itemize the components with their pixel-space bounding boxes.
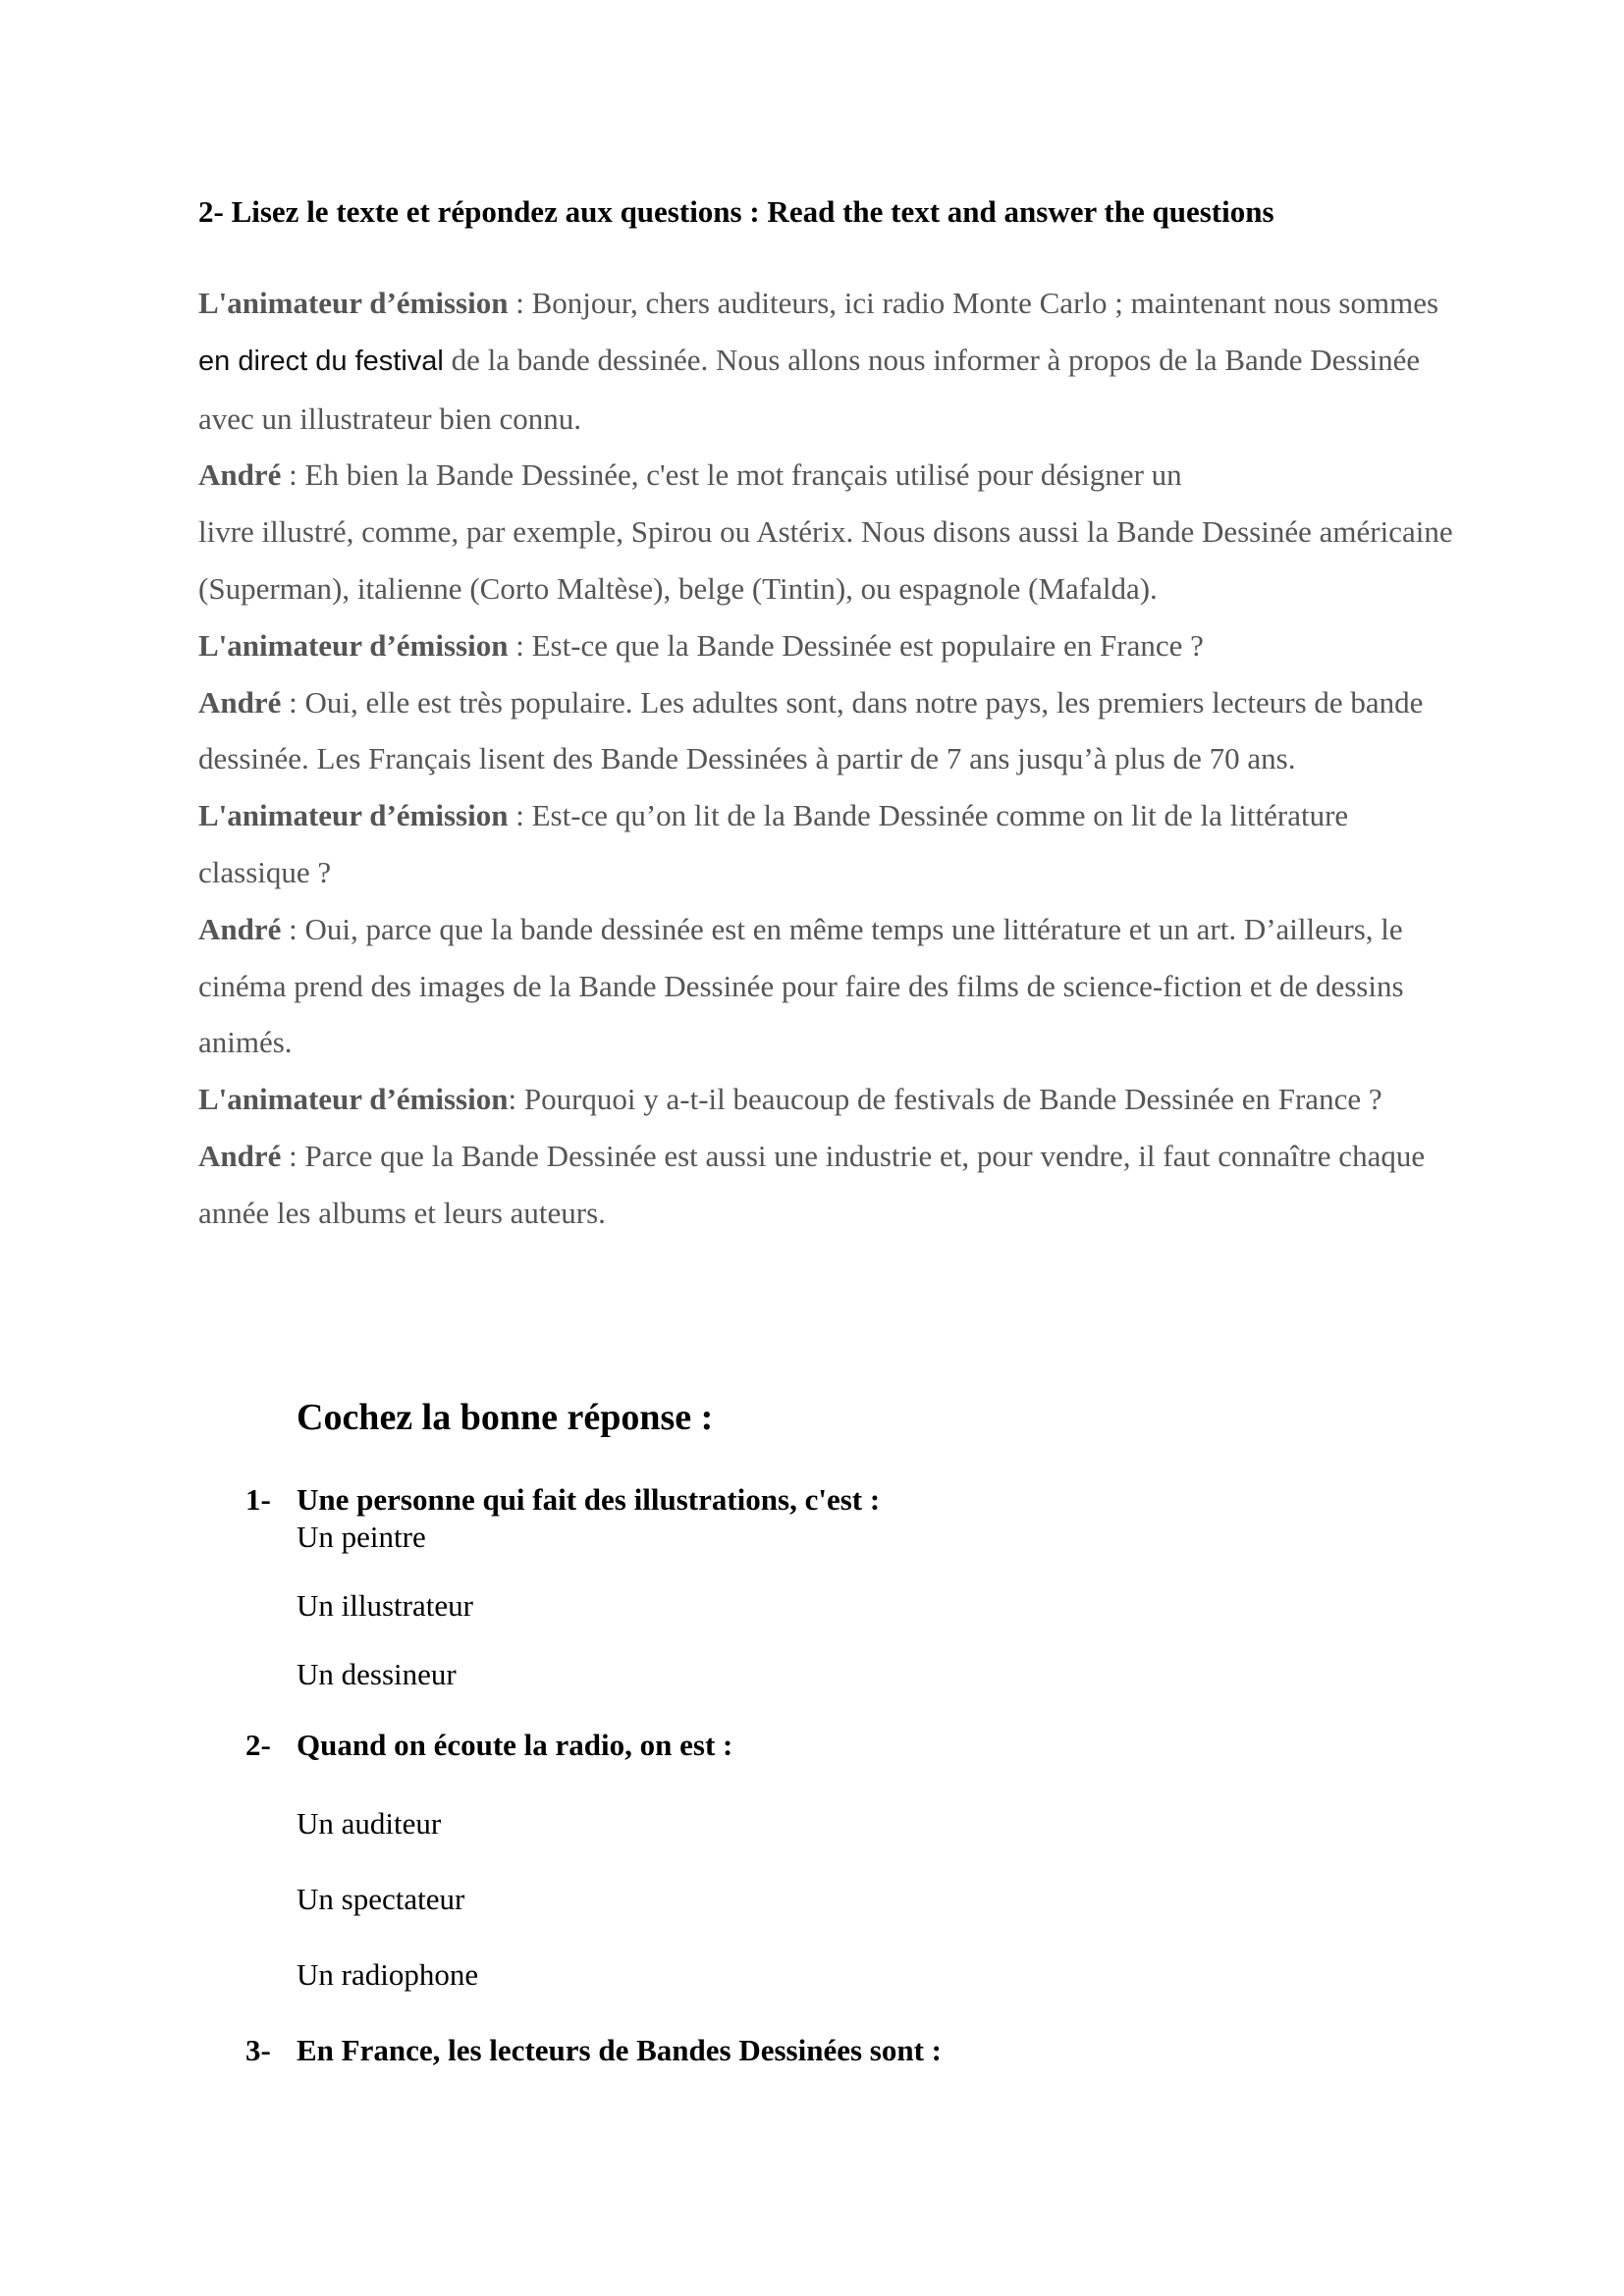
question-text: Quand on écoute la radio, on est : — [297, 1728, 733, 1762]
speaker-name: André — [198, 684, 282, 720]
question-text: En France, les lecteurs de Bandes Dessinées sont : — [297, 2033, 942, 2067]
dialogue-turn: L'animateur d’émission : Est-ce que la Bande Dessinée est populaire en France ? — [198, 627, 1204, 663]
question-number: 2- — [245, 1728, 271, 1762]
speaker-name: L'animateur d’émission — [198, 798, 509, 833]
question-text: Une personne qui fait des illustrations, c'est : — [297, 1482, 881, 1517]
answer-option[interactable]: Un auditeur — [297, 1806, 442, 1841]
dialogue-turn: André : Parce que la Bande Dessinée est aussi une industrie et, pour vendre, il faut connaître chaque année les albums et leurs auteurs. — [198, 1138, 1426, 1230]
answer-option[interactable]: Un illustrateur — [297, 1588, 473, 1623]
question-3 — [245, 2033, 942, 2068]
dialogue-turn: L'animateur d’émission : Bonjour, chers auditeurs, ici radio Monte Carlo ; maintenant nous sommes en direct du festival de la bande dessinée. Nous allons nous informer à propos de la Bande Dessinée avec un illustrateur bien connu. — [198, 286, 1439, 436]
answer-option[interactable]: Un spectateur — [297, 1882, 465, 1916]
speaker-name: André — [198, 911, 282, 946]
speaker-name: L'animateur d’émission — [198, 1082, 509, 1117]
dialogue-text — [198, 275, 1465, 1242]
speaker-name: André — [198, 457, 282, 493]
answer-option[interactable]: Un radiophone — [297, 1957, 479, 1992]
dialogue-turn: L'animateur d’émission : Est-ce qu’on lit de la Bande Dessinée comme on lit de la littérature classique ? — [198, 798, 1349, 889]
highlighted-phrase: en direct du festival — [198, 345, 444, 377]
question-1 — [245, 1482, 880, 1518]
question-number: 1- — [245, 1482, 271, 1517]
quiz-title: Cochez la bonne réponse : — [297, 1397, 714, 1438]
exercise-heading: 2- Lisez le texte et répondez aux questions : Read the text and answer the questions — [198, 194, 1274, 229]
answer-option[interactable]: Un peintre — [297, 1520, 426, 1554]
answer-option[interactable]: Un dessineur — [297, 1657, 457, 1691]
question-number: 3- — [245, 2033, 271, 2067]
speaker-name: L'animateur d’émission — [198, 627, 509, 663]
speaker-name: L'animateur d’émission — [198, 286, 509, 320]
question-2 — [245, 1728, 732, 1763]
dialogue-turn: André : Eh bien la Bande Dessinée, c'est le mot français utilisé pour désigner un livre illustré, comme, par exemple, Spirou ou Astérix. Nous disons aussi la Bande Dessinée américaine (Superman), italienne (Corto Maltèse), belge (Tintin), ou espagnole (Mafalda). — [198, 457, 1453, 606]
speaker-name: André — [198, 1138, 282, 1173]
dialogue-turn: André : Oui, parce que la bande dessinée est en même temps une littérature et un art. D’ailleurs, le cinéma prend des images de la Bande Dessinée pour faire des films de science-fiction et de dessins animés. — [198, 911, 1404, 1060]
dialogue-turn: L'animateur d’émission: Pourquoi y a-t-il beaucoup de festivals de Bande Dessinée en France ? — [198, 1082, 1382, 1117]
dialogue-turn: André : Oui, elle est très populaire. Les adultes sont, dans notre pays, les premiers lecteurs de bande dessinée. Les Français lisent des Bande Dessinées à partir de 7 ans jusqu’à plus de 70 ans. — [198, 684, 1424, 776]
